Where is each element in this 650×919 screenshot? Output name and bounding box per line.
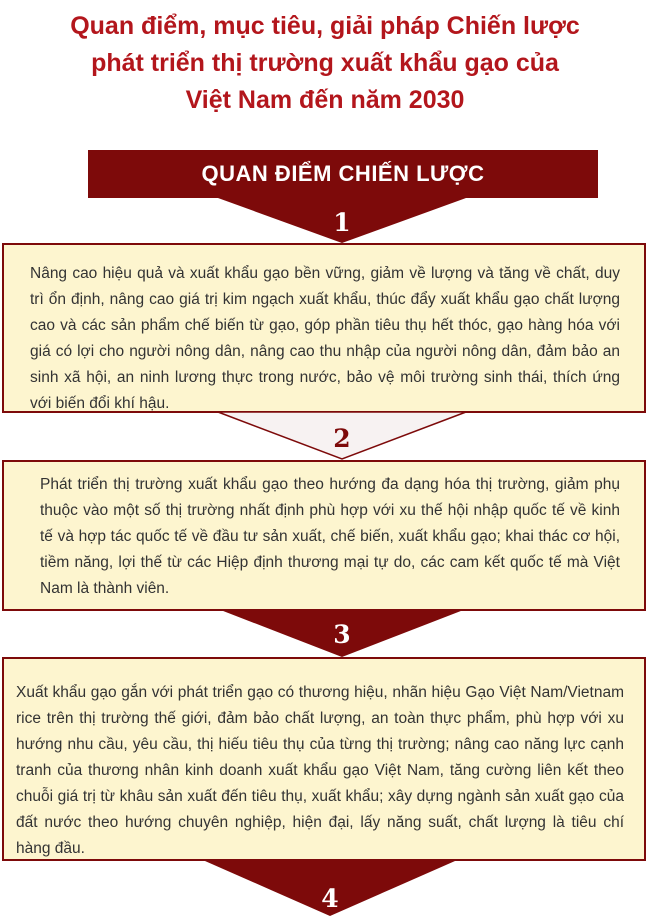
step-arrow-2 [0, 411, 650, 461]
step-number-1: 1 [333, 208, 351, 237]
step-text-3: Xuất khẩu gạo gắn với phát triển gạo có thương hiệu, nhãn hiệu Gạo Việt Nam/Vietnam rice trên thị trường thế giới, đảm bảo chất lượng, an toàn thực phẩm, phù hợp với xu hướng nhu cầu, yêu cầu, thị hiếu tiêu thụ của từng thị trường; nâng cao năng lực cạnh tranh của thương nhân kinh doanh xuất khẩu gạo Việt Nam, tăng cường liên kết theo chuỗi giá trị từ khâu sản xuất đến tiêu thụ, xuất khẩu; xây dựng ngành sản xuất gạo của đất nước theo hướng chuyên nghiệp, hiện đại, lấy năng suất, chất lượng là tiêu chí hàng đầu. [16, 684, 624, 857]
title-line-3: Việt Nam đến năm 2030 [185, 86, 465, 114]
step-box-1 [2, 243, 646, 413]
step-box-2 [2, 460, 646, 611]
step-number-3: 3 [333, 620, 351, 649]
step-arrow-1 [0, 198, 650, 245]
step-number-4: 4 [321, 884, 339, 913]
step-arrow-3 [0, 609, 650, 659]
step-arrow-4 [0, 861, 650, 919]
section-banner: QUAN ĐIỂM CHIẾN LƯỢC [88, 150, 598, 198]
page-title [0, 8, 650, 119]
step-text-1: Nâng cao hiệu quả và xuất khẩu gạo bền vững, giảm về lượng và tăng về chất, duy trì ổn định, nâng cao giá trị kim ngạch xuất khẩu, thúc đẩy xuất khẩu gạo chất lượng cao và các sản phẩm chế biến từ gạo, góp phần tiêu thụ hết thóc, gạo hàng hóa với giá có lợi cho người nông dân, nâng cao thu nhập của người nông dân, đảm bảo an sinh xã hội, an ninh lương thực trong nước, bảo vệ môi trường sinh thái, thích ứng với biến đổi khí hậu. [30, 265, 620, 412]
step-box-3 [2, 657, 646, 861]
step-text-2: Phát triển thị trường xuất khẩu gạo theo hướng đa dạng hóa thị trường, giảm phụ thuộc vào một số thị trường nhất định phù hợp với xu thế hội nhập quốc tế về kinh tế và hợp tác quốc tế về đầu tư sản xuất, chế biến, xuất khẩu gạo; khai thác cơ hội, tiềm năng, lợi thế từ các Hiệp định thương mại tự do, các cam kết quốc tế mà Việt Nam là thành viên. [40, 476, 620, 597]
step-number-2: 2 [333, 424, 351, 453]
title-line-1: Quan điểm, mục tiêu, giải pháp Chiến lược [70, 12, 580, 40]
title-line-2: phát triển thị trường xuất khẩu gạo của [91, 49, 559, 77]
